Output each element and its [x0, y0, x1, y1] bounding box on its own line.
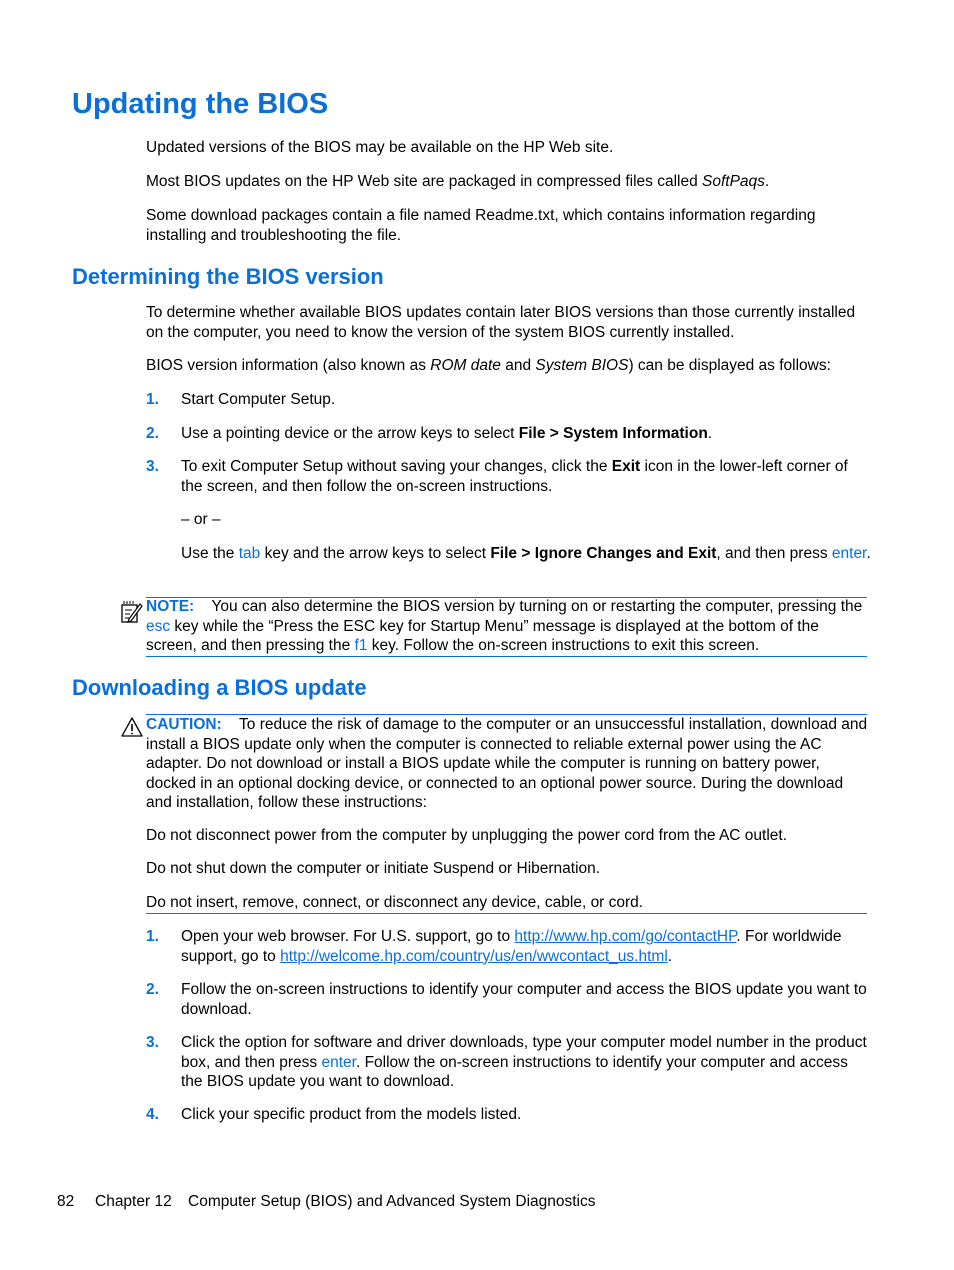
caution-paragraph: CAUTION: To reduce the risk of damage to the computer or an unsuccessful installation, download and install a BIOS update only when the computer is connected to reliable external power using the AC adapter. Do not download or install a BIOS update while the computer is running on battery power, docked in an optional docking device, or connected to an optional power source. During the download and installation, follow these instructions: — [146, 716, 868, 811]
determining-step-3-alternative: Use the tab key and the arrow keys to select File > Ignore Changes and Exit, and then press enter. — [181, 545, 871, 562]
step-number: 2. — [146, 981, 159, 998]
note-label: NOTE: — [146, 598, 195, 615]
footer-chapter: Chapter 12 — [95, 1193, 172, 1210]
intro-paragraph-1: Updated versions of the BIOS may be available on the HP Web site. — [146, 139, 614, 156]
enter-key: enter — [831, 545, 867, 562]
f1-key: f1 — [354, 637, 368, 654]
note-paragraph: NOTE: You can also determine the BIOS version by turning on or restarting the computer, pressing the esc key while the “Press the ESC key for Startup Menu” message is displayed at the bottom of the screen, and then pressing the f1 key. Follow the on-screen instructions to exit this screen. — [146, 598, 863, 654]
determining-step-1: Start Computer Setup. — [181, 391, 336, 408]
caution-item: Do not insert, remove, connect, or disconnect any device, cable, or cord. — [146, 894, 644, 911]
note-bottom-rule — [146, 656, 867, 657]
footer-chapter-title: Computer Setup (BIOS) and Advanced System Diagnostics — [188, 1193, 596, 1210]
caution-item: Do not shut down the computer or initiate Suspend or Hibernation. — [146, 860, 601, 877]
step-number: 3. — [146, 458, 159, 475]
step-number: 1. — [146, 391, 159, 408]
page-number: 82 — [57, 1193, 75, 1210]
enter-key: enter — [321, 1053, 356, 1071]
intro-paragraph-3: Some download packages contain a file named Readme.txt, which contains information regarding installing and troubleshooting the file. — [146, 207, 816, 244]
caution-icon — [120, 716, 144, 738]
section-heading-determining: Determining the BIOS version — [72, 264, 384, 289]
section-heading-downloading: Downloading a BIOS update — [72, 675, 367, 700]
determining-paragraph-2: BIOS version information (also known as ROM date and System BIOS) can be displayed as follows: — [146, 357, 831, 374]
contact-hp-link[interactable]: http://www.hp.com/go/contactHP — [514, 928, 737, 945]
worldwide-contact-link[interactable]: http://welcome.hp.com/country/us/en/wwcontact_us.html — [280, 947, 668, 965]
intro-paragraph-2: Most BIOS updates on the HP Web site are packaged in compressed files called SoftPaqs. — [146, 173, 770, 190]
step-number: 4. — [146, 1106, 159, 1123]
downloading-step-3: Click the option for software and driver downloads, type your computer model number in the product box, and then press enter. Follow the on-screen instructions to identify your computer and access the BIOS update you want to download. — [181, 1034, 867, 1090]
esc-key: esc — [146, 617, 171, 635]
determining-step-2: Use a pointing device or the arrow keys to select File > System Information. — [181, 425, 713, 442]
softpaqs-term: SoftPaqs — [702, 173, 765, 190]
downloading-step-4: Click your specific product from the models listed. — [181, 1106, 522, 1123]
note-icon — [118, 599, 144, 625]
step-number: 1. — [146, 928, 159, 945]
caution-item: Do not disconnect power from the computer by unplugging the power cord from the AC outlet. — [146, 827, 788, 844]
tab-key: tab — [238, 545, 261, 562]
caution-bottom-rule — [146, 913, 867, 914]
or-separator: – or – — [181, 511, 221, 528]
downloading-step-1: Open your web browser. For U.S. support, go to http://www.hp.com/go/contactHP. For worldwide support, go to http://welcome.hp.com/country/us/en/wwcontact_us.html. — [181, 928, 842, 965]
determining-step-3: To exit Computer Setup without saving your changes, click the Exit icon in the lower-left corner of the screen, and then follow the on-screen instructions. — [181, 458, 848, 495]
page-title: Updating the BIOS — [72, 88, 329, 120]
determining-paragraph-1: To determine whether available BIOS updates contain later BIOS versions than those currently installed on the computer, you need to know the version of the system BIOS currently installed. — [146, 304, 856, 341]
step-number: 3. — [146, 1034, 159, 1051]
step-number: 2. — [146, 425, 159, 442]
downloading-step-2: Follow the on-screen instructions to identify your computer and access the BIOS update you want to download. — [181, 981, 867, 1018]
caution-label: CAUTION: — [146, 716, 222, 733]
